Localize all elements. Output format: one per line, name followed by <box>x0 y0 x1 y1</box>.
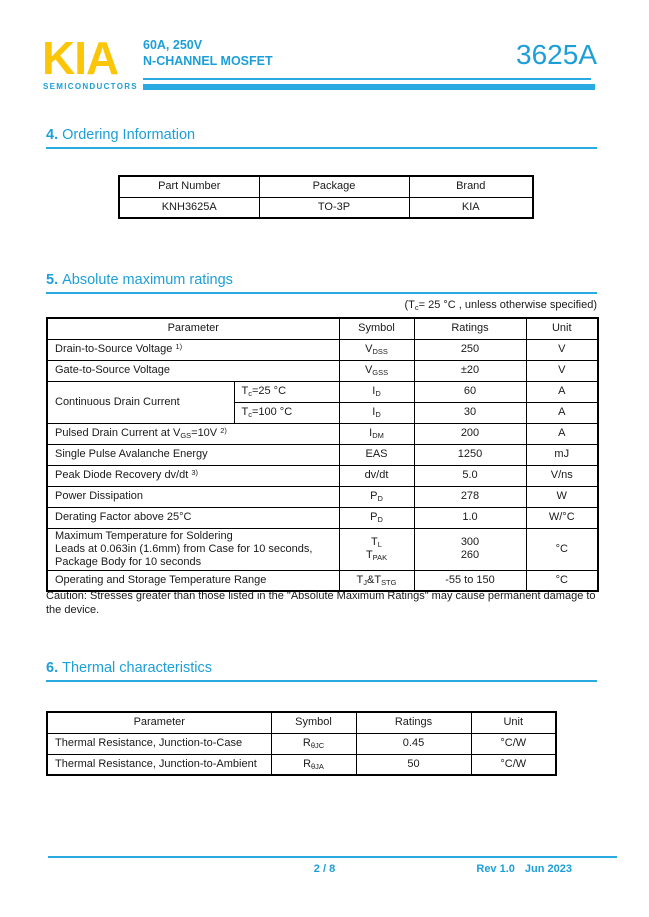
cell-ratings: 5.0 <box>414 465 526 486</box>
cell-unit: V/ns <box>526 465 598 486</box>
cell-parameter: Continuous Drain Current <box>47 381 234 423</box>
device-subtitle <box>143 37 273 69</box>
cell-unit: °C/W <box>471 754 556 775</box>
cell-parameter: Gate-to-Source Voltage <box>47 360 339 381</box>
col-header-ratings: Ratings <box>356 712 471 733</box>
section-title: Absolute maximum ratings <box>62 272 233 288</box>
cell-ratings: ±20 <box>414 360 526 381</box>
table-row-idm <box>47 423 598 444</box>
col-header-unit: Unit <box>526 318 598 339</box>
col-header-package: Package <box>259 176 409 197</box>
col-header-symbol: Symbol <box>271 712 356 733</box>
table-row-id-25c <box>47 381 598 402</box>
header-rule-thin <box>143 78 591 80</box>
cell-parameter: Thermal Resistance, Junction-to-Ambient <box>47 754 271 775</box>
cell-symbol: $T_L$ $T_{PAK}$ <box>339 528 414 570</box>
cell-brand: KIA <box>409 197 533 218</box>
cell-symbol: $I_D$ <box>339 381 414 402</box>
section-heading-ordering <box>46 127 597 149</box>
cell-symbol: EAS <box>339 444 414 465</box>
table-row <box>119 197 533 218</box>
cell-unit: °C <box>526 528 598 570</box>
section-title: Thermal characteristics <box>62 660 212 676</box>
thermal-characteristics-table <box>46 711 557 776</box>
cell-unit: A <box>526 381 598 402</box>
cell-parameter: Power Dissipation <box>47 486 339 507</box>
cell-unit: mJ <box>526 444 598 465</box>
table-row-vdss <box>47 339 598 360</box>
footer-rule <box>48 856 617 858</box>
cell-symbol: $P_D$ <box>339 507 414 528</box>
col-header-ratings: Ratings <box>414 318 526 339</box>
cell-parameter: Single Pulse Avalanche Energy <box>47 444 339 465</box>
cell-unit: W/°C <box>526 507 598 528</box>
cell-parameter: Thermal Resistance, Junction-to-Case <box>47 733 271 754</box>
device-rating-line: 60A, 250V <box>143 38 203 52</box>
cell-symbol: $R_{\theta JC}$ <box>271 733 356 754</box>
col-header-parameter: Parameter <box>47 712 271 733</box>
condition-note: ($T_c= 25$ °C , unless otherwise specified) <box>404 299 597 313</box>
cell-ratings: 30 <box>414 402 526 423</box>
cell-ratings: 60 <box>414 381 526 402</box>
cell-unit: W <box>526 486 598 507</box>
cell-symbol: $I_D$ <box>339 402 414 423</box>
cell-ratings: 278 <box>414 486 526 507</box>
revision-date: Jun 2023 <box>524 863 572 875</box>
section-title: Ordering Information <box>62 127 196 143</box>
cell-symbol: $V_{DSS}$ <box>339 339 414 360</box>
cell-parameter: Peak Diode Recovery dv/dt $^{3)}$ <box>47 465 339 486</box>
cell-condition: $T_c=100$ °C <box>234 402 339 423</box>
cell-ratings: 0.45 <box>356 733 471 754</box>
section-number: 4. <box>46 127 59 143</box>
cell-unit: A <box>526 423 598 444</box>
col-header-part-number: Part Number <box>119 176 259 197</box>
table-row-vgss <box>47 360 598 381</box>
device-type-line: N-CHANNEL MOSFET <box>143 54 273 68</box>
section-heading-abs-max <box>46 272 597 294</box>
cell-symbol: $P_D$ <box>339 486 414 507</box>
table-row-tstg <box>47 570 598 591</box>
cell-unit: °C/W <box>471 733 556 754</box>
cell-unit: °C <box>526 570 598 591</box>
table-row-soldering <box>47 528 598 570</box>
absolute-maximum-ratings-table <box>46 317 599 592</box>
table-header-row <box>119 176 533 197</box>
kia-logo: KIA <box>42 32 119 84</box>
revision-label: Rev 1.0 <box>476 863 515 875</box>
cell-parameter: Maximum Temperature for Soldering Leads at 0.063in (1.6mm) from Case for 10 seconds, Package Body for 10 seconds <box>47 528 339 570</box>
section-heading-thermal <box>46 660 597 682</box>
table-header-row <box>47 318 598 339</box>
cell-unit: V <box>526 339 598 360</box>
cell-symbol: $R_{\theta JA}$ <box>271 754 356 775</box>
cell-symbol: dv/dt <box>339 465 414 486</box>
cell-parameter: Pulsed Drain Current at $V_{GS}=10V$ $^{2)}$ <box>47 423 339 444</box>
header-rule-thick <box>143 84 595 90</box>
ordering-table <box>118 175 534 219</box>
cell-parameter: Derating Factor above 25°C <box>47 507 339 528</box>
section-number: 5. <box>46 272 59 288</box>
col-header-brand: Brand <box>409 176 533 197</box>
page-indicator: 2 / 8 <box>313 863 336 875</box>
revision-info <box>476 863 572 875</box>
cell-part-number: KNH3625A <box>119 197 259 218</box>
cell-parameter: Operating and Storage Temperature Range <box>47 570 339 591</box>
part-number-title: 3625A <box>516 39 597 70</box>
table-row-rthjc <box>47 733 556 754</box>
col-header-symbol: Symbol <box>339 318 414 339</box>
cell-condition: $T_c=25$ °C <box>234 381 339 402</box>
cell-symbol: $T_J\&T_{STG}$ <box>339 570 414 591</box>
logo-subtext: SEMICONDUCTORS <box>43 82 138 91</box>
cell-ratings: 300 260 <box>414 528 526 570</box>
table-row-pd <box>47 486 598 507</box>
cell-unit: V <box>526 360 598 381</box>
cell-parameter: Drain-to-Source Voltage $^{1)}$ <box>47 339 339 360</box>
cell-package: TO-3P <box>259 197 409 218</box>
cell-ratings: 200 <box>414 423 526 444</box>
table-row-dvdt <box>47 465 598 486</box>
cell-unit: A <box>526 402 598 423</box>
cell-ratings: 50 <box>356 754 471 775</box>
cell-symbol: $I_{DM}$ <box>339 423 414 444</box>
section-number: 6. <box>46 660 59 676</box>
table-row-eas <box>47 444 598 465</box>
cell-ratings: 250 <box>414 339 526 360</box>
cell-ratings: 1.0 <box>414 507 526 528</box>
cell-ratings: -55 to 150 <box>414 570 526 591</box>
table-row-derating <box>47 507 598 528</box>
cell-ratings: 1250 <box>414 444 526 465</box>
caution-note: Caution: Stresses greater than those listed in the "Absolute Maximum Ratings" may cause permanent damage to the device. <box>46 590 596 616</box>
cell-symbol: $V_{GSS}$ <box>339 360 414 381</box>
table-row-rthja <box>47 754 556 775</box>
col-header-parameter: Parameter <box>47 318 339 339</box>
col-header-unit: Unit <box>471 712 556 733</box>
table-header-row <box>47 712 556 733</box>
